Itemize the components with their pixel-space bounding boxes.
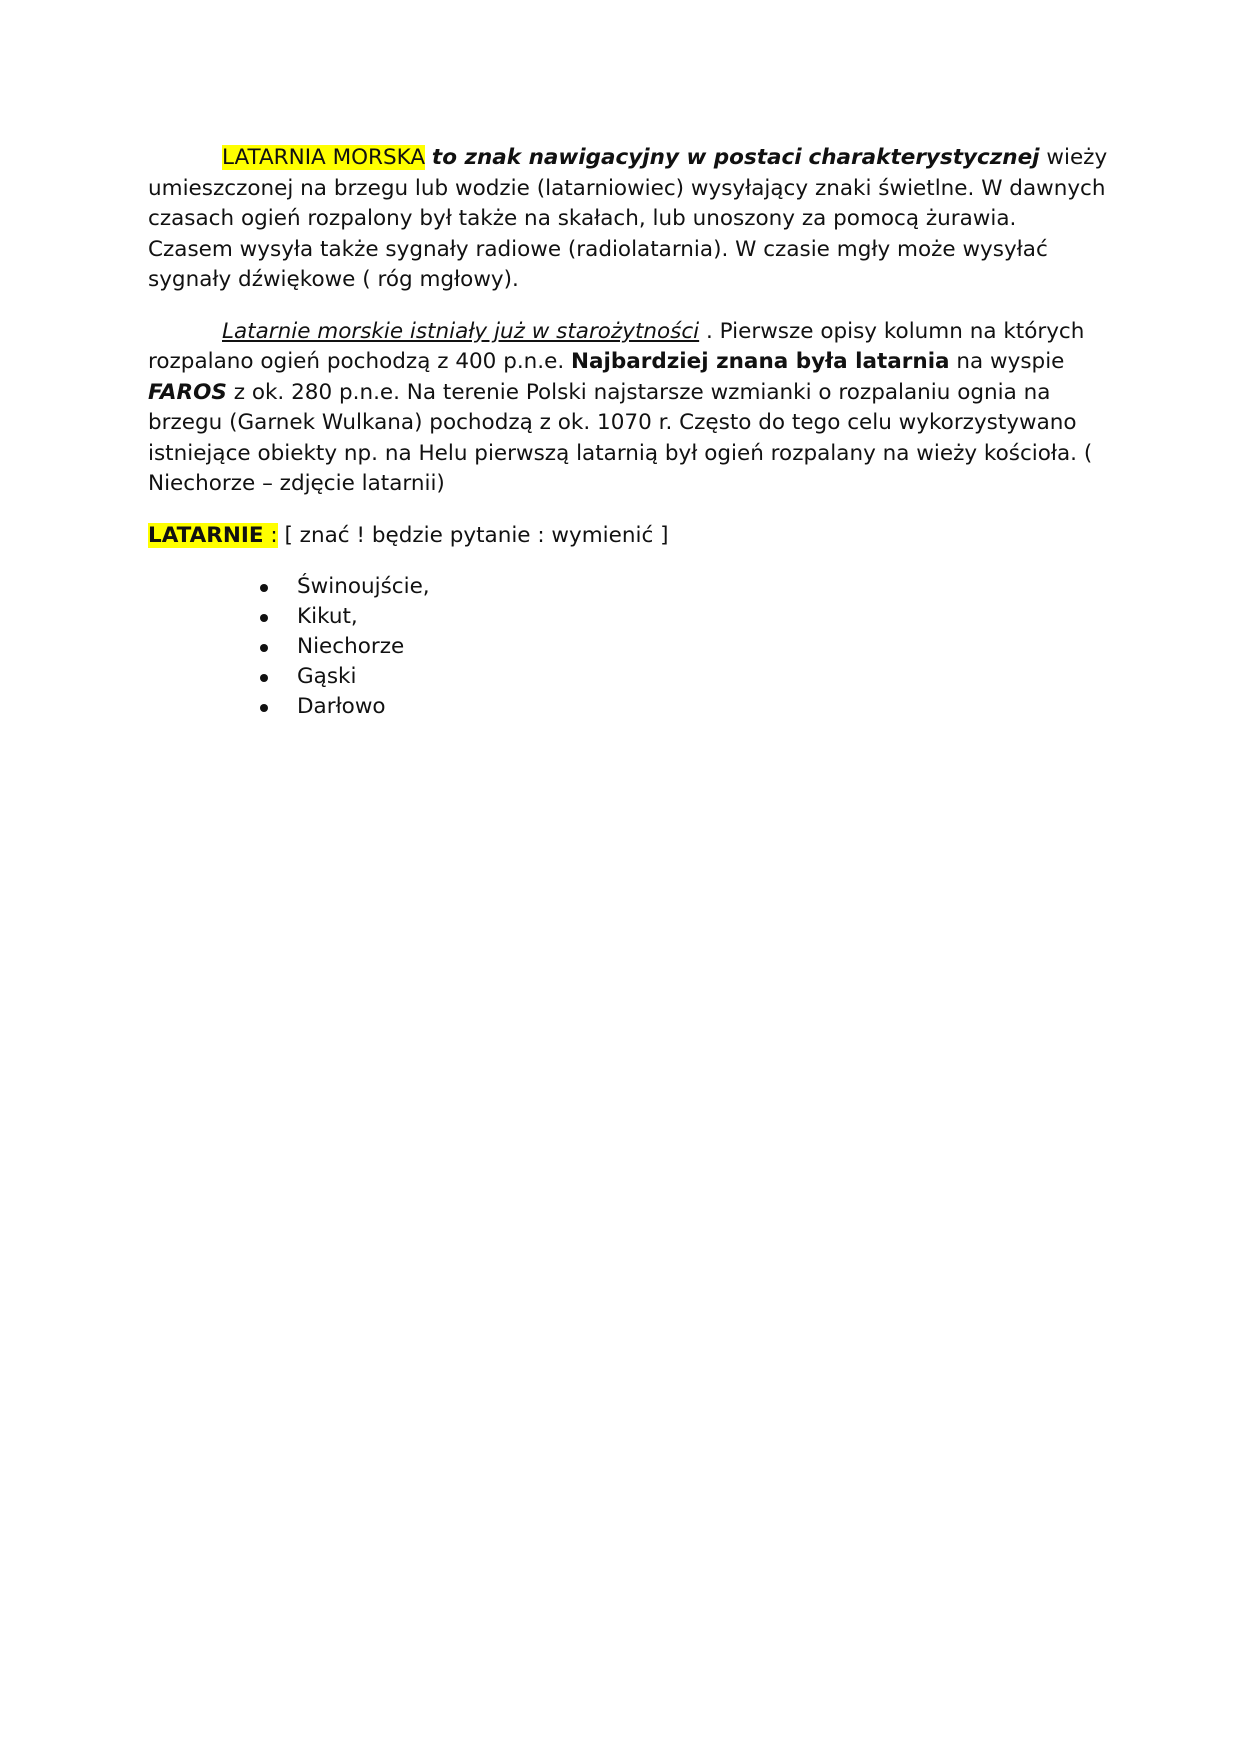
- definition-text: wieży umieszczonej na brzegu lub wodzie (latarniowiec) wysyłający znaki świetlne. W dawnych czasach ogień rozpalony był także na skałach, lub unoszony za pomocą żurawia. Czasem wysyła także sygnały radiowe (radiolatarnia). W czasie mgły może wysyłać sygnały dźwiękowe ( róg mgłowy).: [148, 145, 1108, 292]
- list-item: Darłowo: [148, 692, 1108, 722]
- list-heading-note: [ znać ! będzie pytanie : wymienić ]: [277, 522, 669, 548]
- lighthouse-list: [148, 572, 1108, 722]
- list-heading-label: LATARNIE :: [148, 522, 278, 548]
- bullet-icon: [260, 584, 268, 592]
- paragraph-list-heading: [148, 521, 1108, 552]
- bullet-icon: [260, 614, 268, 622]
- list-item: Kikut,: [148, 602, 1108, 632]
- bullet-icon: [260, 644, 268, 652]
- paragraph-history: [148, 317, 1108, 500]
- list-item: Niechorze: [148, 632, 1108, 662]
- history-text-3: z ok. 280 p.n.e. Na terenie Polski najstarsze wzmianki o rozpalaniu ognia na brzegu (Garnek Wulkana) pochodzą z ok. 1070 r. Często do tego celu wykorzystywano istniejące obiekty np. na Helu pierwszą latarnią był ogień rozpalany na wieży kościoła. ( Niechorze – zdjęcie latarnii): [148, 379, 1093, 496]
- bullet-icon: [260, 704, 268, 712]
- history-lead: Latarnie morskie istniały już w starożytności: [222, 318, 700, 344]
- history-bold: Najbardziej znana była latarnia: [571, 349, 950, 374]
- document-page: [148, 143, 1108, 722]
- faros-label: FAROS: [148, 379, 227, 405]
- definition-word: charakterystycznej: [808, 145, 1040, 170]
- paragraph-definition: [148, 143, 1108, 296]
- definition-start: to znak nawigacyjny w postaci: [431, 145, 802, 170]
- list-item: Gąski: [148, 662, 1108, 692]
- highlighted-term: LATARNIA MORSKA: [222, 145, 426, 170]
- bullet-icon: [260, 674, 268, 682]
- list-item: Świnoujście,: [148, 572, 1108, 602]
- history-text-2: na wyspie: [949, 349, 1065, 374]
- history-text-1: . Pierwsze opisy kolumn na których rozpalano ogień pochodzą z 400 p.n.e.: [148, 318, 1085, 374]
